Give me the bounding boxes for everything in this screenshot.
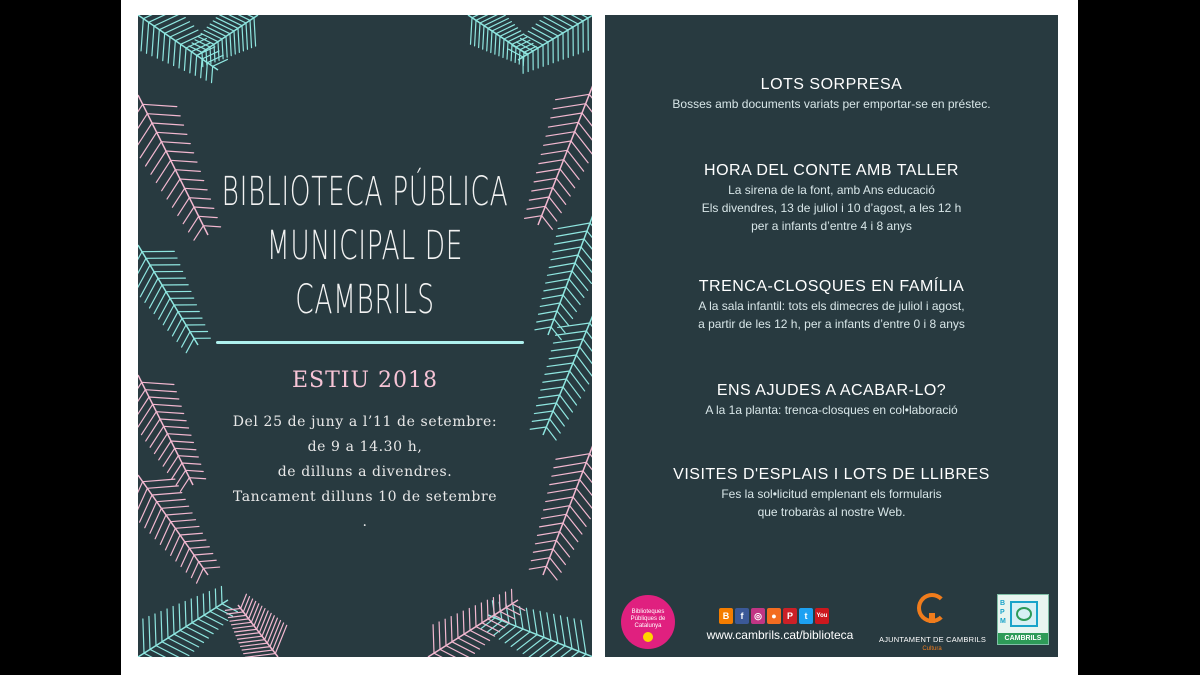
reader-icon: [643, 632, 653, 642]
title-line-2: MUNICIPAL DE: [266, 223, 464, 269]
section-line: per a infants d’entre 4 i 8 anys: [751, 219, 912, 233]
section-line: a partir de les 12 h, per a infants d’entre 0 i 8 anys: [698, 317, 965, 331]
section-title: TRENCA-CLOSQUES EN FAMÍLIA: [698, 278, 965, 295]
hours-line-3: de dilluns a divendres.: [277, 464, 453, 480]
section-trenca-closques: [605, 277, 1058, 333]
section-line: A la 1a planta: trenca-closques en col•laboració: [705, 403, 958, 417]
bpm-footer-label: CAMBRILS: [998, 633, 1048, 644]
right-panel: [605, 15, 1058, 657]
website-link[interactable]: www.cambrils.cat/biblioteca: [706, 628, 854, 642]
hours-line-4: Tancament dilluns 10 de setembre: [232, 489, 498, 505]
palm-frond: [189, 15, 258, 67]
section-line: que trobaràs al nostre Web.: [757, 505, 906, 519]
section-line: La sirena de la font, amb Ans educació: [728, 183, 935, 197]
bpm-letter: B: [1000, 600, 1006, 607]
palm-frond: [468, 15, 536, 66]
palm-frond: [138, 587, 237, 657]
bpm-cambrils-logo[interactable]: [997, 594, 1049, 645]
social-icons: [719, 608, 829, 624]
ajuntament-logo[interactable]: [879, 593, 985, 652]
bpm-wave-icon: [1010, 601, 1038, 627]
title-line-3: CAMBRILS: [295, 277, 435, 323]
section-line: Els divendres, 13 de juliol i 10 d’agost, a les 12 h: [701, 201, 962, 215]
section-line: A la sala infantil: tots els dimecres de juliol i agost,: [698, 299, 965, 313]
facebook-icon[interactable]: f: [735, 608, 749, 624]
palm-frond: [225, 594, 286, 657]
palm-frond: [428, 589, 525, 657]
section-title: VISITES D'ESPLAIS I LOTS DE LLIBRES: [673, 466, 990, 483]
palm-fronds-decoration: [138, 15, 592, 657]
pinterest-icon[interactable]: P: [783, 608, 797, 624]
palm-frond: [535, 215, 592, 340]
palm-frond: [481, 601, 592, 657]
twitter-icon[interactable]: t: [799, 608, 813, 624]
instagram-icon[interactable]: ◎: [751, 608, 765, 624]
section-ens-ajudes: [605, 381, 1058, 419]
hours-line-5: .: [362, 514, 368, 530]
biblioteques-publiques-logo[interactable]: [621, 595, 675, 649]
palm-frond: [138, 95, 221, 240]
season-heading: ESTIU 2018: [291, 368, 439, 393]
title-divider: [216, 341, 524, 344]
palm-frond: [525, 85, 592, 229]
blogger-icon[interactable]: B: [719, 608, 733, 624]
youtube-icon[interactable]: You: [815, 608, 829, 624]
hours-line-1: Del 25 de juny a l’11 de setembre:: [232, 414, 498, 430]
bpm-letter: P: [1000, 609, 1005, 616]
poster-sheet: [121, 0, 1078, 675]
section-title: HORA DEL CONTE AMB TALLER: [704, 162, 959, 179]
section-hora-del-conte: [605, 161, 1058, 235]
issuu-icon[interactable]: ●: [767, 608, 781, 624]
palm-frond: [138, 245, 210, 353]
section-line: Fes la sol•licitud emplenant els formularis: [721, 487, 942, 501]
cambrils-c-icon: [917, 593, 947, 623]
ajuntament-name: AJUNTAMENT DE CAMBRILS: [879, 635, 987, 644]
bpm-letter: M: [1000, 618, 1006, 625]
ajuntament-department: Cultura: [922, 646, 942, 652]
library-title: [215, 165, 515, 327]
bpm-letters: [1000, 599, 1009, 626]
section-title: ENS AJUDES A ACABAR-LO?: [716, 382, 947, 399]
section-line: Bosses amb documents variats per emportar-se en préstec.: [672, 97, 991, 111]
section-title: LOTS SORPRESA: [760, 76, 903, 93]
bpc-logo-text: Biblioteques Públiques de Catalunya: [630, 609, 666, 629]
title-line-1: BIBLIOTECA PÚBLICA: [221, 169, 509, 215]
opening-hours: [138, 410, 592, 535]
section-visites-esplais: [605, 465, 1058, 521]
hours-line-2: de 9 a 14.30 h,: [307, 439, 423, 455]
section-lots-sorpresa: [605, 75, 1058, 113]
left-panel: [138, 15, 592, 657]
